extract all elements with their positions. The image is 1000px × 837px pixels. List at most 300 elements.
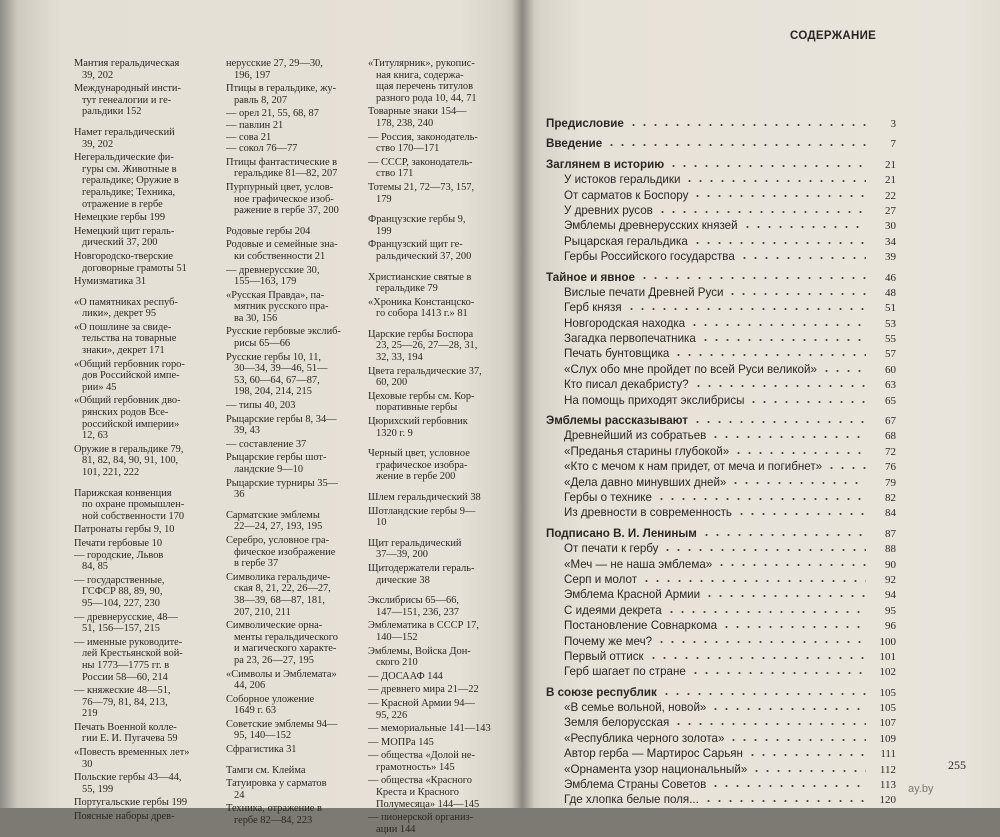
index-entry-line: Мантия геральдическая bbox=[74, 58, 180, 69]
index-entry bbox=[74, 575, 222, 610]
toc-leader-dots bbox=[727, 288, 866, 298]
index-column-1 bbox=[74, 58, 222, 825]
index-entry-line: дический 37, 200 bbox=[82, 237, 158, 249]
index-entry-line: рии» 45 bbox=[82, 381, 117, 393]
index-entry-line: 95—104, 227, 230 bbox=[82, 597, 160, 609]
toc-entry bbox=[546, 526, 896, 541]
toc-entry bbox=[546, 700, 896, 715]
toc-leader-dots bbox=[704, 590, 866, 600]
index-entry-line: — государственные, bbox=[74, 574, 165, 586]
toc-entry-title: Герб князя bbox=[564, 301, 622, 315]
toc-leader-dots bbox=[710, 780, 866, 790]
index-entry-line: Поясные наборы древ- bbox=[74, 811, 175, 823]
index-entry bbox=[74, 797, 222, 809]
toc-leader-dots bbox=[742, 221, 866, 231]
index-entry-line: 81, 82, 84, 90, 91, 100, bbox=[82, 455, 179, 467]
index-entry bbox=[226, 239, 374, 262]
toc-leader-dots bbox=[656, 636, 866, 646]
toc-entry-page: 76 bbox=[885, 461, 896, 474]
index-entry-line: — составление 37 bbox=[226, 438, 307, 450]
index-entry-line: Черный цвет, условное bbox=[368, 448, 470, 460]
index-entry bbox=[74, 359, 222, 394]
toc-entry-title: «Меч — не наша эмблема» bbox=[564, 557, 713, 571]
index-entry-line: ландские 9—10 bbox=[234, 464, 304, 475]
toc-leader-dots bbox=[692, 190, 866, 200]
index-entry-line: ная книга, содержа- bbox=[376, 69, 464, 81]
toc-entry bbox=[546, 172, 896, 187]
toc-leader-dots bbox=[716, 559, 866, 569]
index-entry bbox=[74, 58, 222, 81]
index-entry-line: — сокол 76—77 bbox=[226, 143, 298, 155]
index-entry-line: ра 23, 26—27, 195 bbox=[234, 654, 314, 666]
toc-entry-title: У истоков геральдики bbox=[564, 173, 681, 187]
index-entry-line: Новгородско-тверские bbox=[74, 250, 173, 262]
index-entry bbox=[368, 239, 508, 262]
toc-entry-title: Эмблемы древнерусских князей bbox=[564, 219, 738, 233]
index-entry-line: ное графическое изоб- bbox=[234, 193, 334, 205]
toc-entry-page: 109 bbox=[879, 732, 896, 745]
index-entry bbox=[368, 750, 508, 773]
index-entry-line: Русские гербы 10, 11, bbox=[226, 351, 322, 363]
index-entry-line: 219 bbox=[82, 708, 98, 720]
toc-leader-dots bbox=[703, 795, 866, 805]
toc-entry bbox=[546, 249, 896, 264]
index-entry-line: щая перечень титулов bbox=[376, 81, 473, 93]
index-entry bbox=[74, 276, 222, 288]
toc-entry-title: Кто писал декабристу? bbox=[564, 378, 689, 392]
toc-entry bbox=[546, 157, 896, 172]
index-entry-line: ство 171 bbox=[376, 168, 414, 180]
index-entry-line: — общества «Красного bbox=[368, 775, 472, 787]
index-entry bbox=[226, 352, 374, 398]
index-entry bbox=[74, 83, 222, 118]
toc-entry-page: 72 bbox=[885, 445, 896, 458]
toc-entry bbox=[546, 634, 896, 649]
index-entry-line: — ДОСААФ 144 bbox=[368, 670, 443, 682]
index-entry-line: ского 210 bbox=[376, 657, 418, 669]
index-entry bbox=[226, 535, 374, 570]
toc-leader-dots bbox=[826, 462, 866, 472]
index-entry-line: Христианские святые в bbox=[368, 271, 472, 283]
toc-entry bbox=[546, 505, 896, 520]
toc-entry-page: 55 bbox=[885, 333, 896, 346]
index-entry-line: нерусские 27, 29—30, bbox=[226, 58, 323, 69]
index-entry bbox=[74, 685, 222, 720]
index-entry-line: ГСФСР 88, 89, 90, bbox=[82, 586, 163, 598]
index-entry-line: 44, 206 bbox=[234, 680, 266, 692]
index-entry-line: тельства на товарные bbox=[82, 333, 177, 345]
index-entry bbox=[226, 400, 374, 412]
toc-entry-page: 27 bbox=[885, 204, 896, 217]
index-entry bbox=[74, 747, 222, 770]
toc-entry-page: 79 bbox=[885, 476, 896, 489]
index-entry bbox=[74, 524, 222, 536]
index-entry-line: «Хроника Констанцско- bbox=[368, 296, 475, 308]
toc-leader-dots bbox=[710, 431, 866, 441]
toc-entry bbox=[546, 490, 896, 505]
toc-leader-dots bbox=[736, 508, 866, 518]
index-entry bbox=[74, 538, 222, 573]
toc-entry-page: 120 bbox=[879, 794, 896, 807]
index-entry-line: Тамги см. Клейма bbox=[226, 764, 306, 776]
index-entry bbox=[226, 326, 374, 349]
toc-entry-page: 88 bbox=[885, 543, 896, 556]
index-entry bbox=[368, 538, 508, 561]
toc-leader-dots bbox=[684, 175, 866, 185]
index-entry-line: Серебро, условное гра- bbox=[226, 534, 330, 546]
toc-entry bbox=[546, 428, 896, 443]
index-entry-line: лики», декрет 95 bbox=[82, 308, 157, 320]
index-entry-line: 36 bbox=[234, 489, 245, 501]
toc-entry-title: Предисловие bbox=[546, 117, 624, 130]
index-entry bbox=[226, 157, 374, 180]
index-entry bbox=[368, 391, 508, 414]
index-entry-line: гербе 82—84, 223 bbox=[234, 815, 313, 827]
index-entry-line: Международный инсти- bbox=[74, 83, 181, 95]
toc-entry bbox=[546, 649, 896, 664]
index-entry-line: Польские гербы 43—44, bbox=[74, 772, 182, 784]
toc-entry-title: Тайное и явное bbox=[546, 270, 635, 284]
index-entry-line: Негеральдические фи- bbox=[74, 152, 174, 164]
index-entry bbox=[74, 212, 222, 224]
toc-entry-page: 51 bbox=[885, 302, 896, 315]
index-entry-line: Рыцарские турниры 35— bbox=[226, 477, 339, 489]
index-entry-line: ражение в гербе 37, 200 bbox=[234, 205, 339, 217]
toc-entry-page: 48 bbox=[885, 286, 896, 299]
index-entry-line: тут генеалогии и ге- bbox=[82, 94, 172, 106]
toc-entry-title: Эмблема Страны Советов bbox=[564, 778, 707, 792]
toc-entry bbox=[546, 203, 896, 218]
index-entry-line: Татуировка у сарматов bbox=[226, 778, 327, 790]
index-entry bbox=[368, 620, 508, 643]
toc-entry bbox=[546, 685, 896, 700]
index-entry-line: «О пошлине за свиде- bbox=[74, 321, 172, 333]
toc-entry-title: Рыцарская геральдика bbox=[564, 234, 688, 248]
index-entry bbox=[226, 108, 374, 154]
toc-entry bbox=[546, 746, 896, 761]
toc-entry-title: Автор герба — Мартирос Сарьян bbox=[564, 747, 743, 761]
toc-leader-dots bbox=[639, 272, 866, 282]
index-entry-line: 179 bbox=[376, 193, 392, 205]
toc-entry bbox=[546, 377, 896, 392]
toc-leader-dots bbox=[730, 477, 866, 487]
toc-entry-page: 65 bbox=[885, 394, 896, 407]
toc-entry bbox=[546, 218, 896, 233]
index-entry bbox=[368, 506, 508, 529]
toc-entry-title: «В семье вольной, новой» bbox=[564, 701, 707, 715]
toc-entry-page: 90 bbox=[885, 558, 896, 571]
toc-entry-page: 113 bbox=[879, 779, 896, 792]
toc-entry-page: 57 bbox=[885, 348, 896, 361]
index-entry-line: 30 bbox=[82, 758, 93, 770]
index-entry bbox=[74, 722, 222, 745]
index-entry bbox=[226, 83, 374, 106]
index-entry bbox=[226, 58, 374, 81]
index-entry-line: Экслибрисы 65—66, bbox=[368, 595, 460, 607]
index-entry-line: геральдике 81—82, 207 bbox=[234, 168, 338, 180]
toc-entry-page: 100 bbox=[879, 635, 896, 648]
toc-entry-page: 21 bbox=[885, 158, 896, 171]
toc-entry-page: 63 bbox=[885, 379, 896, 392]
index-entry-line: лей Крестьянской вой- bbox=[82, 648, 183, 660]
index-entry-line: рисы 65—66 bbox=[234, 338, 291, 350]
toc-entry-title: Эмблемы рассказывают bbox=[546, 414, 688, 428]
index-entry bbox=[74, 152, 222, 210]
toc-leader-dots bbox=[739, 252, 866, 262]
toc-entry bbox=[546, 362, 896, 377]
toc-leader-dots bbox=[673, 349, 866, 359]
index-entry-line: — МОПРа 145 bbox=[368, 736, 434, 748]
watermark: ay.by bbox=[908, 783, 934, 795]
index-entry bbox=[368, 723, 508, 735]
index-entry-line: 140—152 bbox=[376, 631, 418, 643]
index-entry-line: «О памятниках респуб- bbox=[74, 296, 178, 308]
index-entry bbox=[226, 226, 374, 238]
index-entry-line: — древнерусские 30, bbox=[226, 264, 320, 276]
index-entry bbox=[74, 772, 222, 795]
toc-entry bbox=[546, 331, 896, 346]
toc-leader-dots bbox=[673, 718, 866, 728]
index-entry-line: рянских родов Все- bbox=[82, 407, 169, 419]
toc-entry-page: 112 bbox=[879, 763, 896, 776]
index-entry-line: грамотность» 145 bbox=[376, 761, 455, 773]
index-entry-line: — сова 21 bbox=[226, 131, 272, 143]
toc-entry bbox=[546, 541, 896, 556]
index-entry bbox=[368, 132, 508, 155]
index-entry-line: Родовые и семейные зна- bbox=[226, 239, 338, 251]
index-entry-line: — типы 40, 203 bbox=[226, 400, 296, 412]
index-entry-line: Оружие в геральдике 79, bbox=[74, 443, 184, 455]
index-entry-line: — мемориальные 141—143 bbox=[368, 723, 491, 735]
index-entry bbox=[226, 439, 374, 451]
index-entry-line: «Русская Правда», па- bbox=[226, 289, 325, 301]
toc-leader-dots bbox=[728, 734, 866, 744]
index-entry bbox=[226, 744, 374, 756]
index-entry-line: Нумизматика 31 bbox=[74, 276, 147, 288]
toc-entry-page: 34 bbox=[885, 235, 896, 248]
index-entry-line: 38—39, 68—87, 181, bbox=[234, 594, 325, 606]
index-entry bbox=[368, 737, 508, 749]
index-entry-line: 147—151, 236, 237 bbox=[376, 606, 460, 618]
index-entry-line: 95, 226 bbox=[376, 709, 408, 721]
index-entry-line: — павлин 21 bbox=[226, 119, 284, 131]
index-entry bbox=[368, 646, 508, 669]
toc-entry-title: Серп и молот bbox=[564, 572, 638, 586]
toc-entry-page: 68 bbox=[885, 430, 896, 443]
toc-leader-dots bbox=[747, 749, 866, 759]
index-column-3 bbox=[368, 58, 508, 837]
index-entry-line: Сарматские эмблемы bbox=[226, 509, 320, 521]
toc-entry-page: 22 bbox=[885, 189, 896, 202]
index-entry-line: — Красной Армии 94— bbox=[368, 697, 475, 709]
index-entry-line: Щит геральдический bbox=[368, 537, 462, 549]
toc-entry-title: Печать бунтовщика bbox=[564, 347, 670, 361]
toc-entry-title: «Республика черного золота» bbox=[564, 731, 725, 745]
index-entry-line: разного рода 10, 44, 71 bbox=[376, 92, 477, 104]
index-entry-line: Пурпурный цвет, услов- bbox=[226, 181, 334, 193]
toc-entry-page: 84 bbox=[885, 507, 896, 520]
toc-leader-dots bbox=[692, 236, 866, 246]
toc-leader-dots bbox=[751, 764, 866, 774]
index-entry-line: 84, 85 bbox=[82, 561, 108, 573]
index-entry bbox=[368, 272, 508, 295]
toc-entry-title: Эмблема Красной Армии bbox=[564, 588, 701, 602]
toc-entry-title: «Преданья старины глубокой» bbox=[564, 444, 730, 458]
index-entry-line: геральдике; Техника, bbox=[82, 186, 176, 198]
index-entry-line: Немецкие гербы 199 bbox=[74, 212, 166, 224]
index-entry-line: ральдики 152 bbox=[82, 106, 142, 118]
index-entry-line: договорные грамоты 51 bbox=[82, 262, 187, 274]
index-entry-line: 22—24, 27, 193, 195 bbox=[234, 521, 323, 533]
toc-entry bbox=[546, 664, 896, 679]
toc-entry-title: «Слух обо мне пройдет по всей Руси великой» bbox=[564, 362, 817, 376]
index-entry-line: России 58—60, 214 bbox=[82, 671, 168, 683]
toc-entry-title: Из древности в современность bbox=[564, 506, 732, 520]
index-entry bbox=[226, 265, 374, 288]
index-entry-line: равль 8, 207 bbox=[234, 94, 288, 106]
index-entry bbox=[368, 492, 508, 504]
index-entry-line: Шлем геральдический 38 bbox=[368, 492, 481, 503]
toc-entry bbox=[546, 188, 896, 203]
toc-entry bbox=[546, 777, 896, 792]
toc-entry-page: 21 bbox=[885, 174, 896, 187]
index-entry bbox=[226, 669, 374, 692]
toc-entry-title: Древнейший из собратьев bbox=[564, 429, 707, 443]
toc-leader-dots bbox=[748, 395, 866, 405]
toc-entry bbox=[546, 270, 896, 285]
toc-entry-title: «Кто с мечом к нам придет, от меча и погибнет» bbox=[564, 460, 823, 474]
index-entry bbox=[368, 416, 508, 439]
index-entry-line: 95, 140—152 bbox=[234, 730, 292, 742]
index-entry-line: 1649 г. 63 bbox=[234, 705, 277, 717]
index-entry-line: Тотемы 21, 72—73, 157, bbox=[368, 181, 475, 193]
index-entry bbox=[74, 322, 222, 357]
index-entry-line: «Символы и Эмблемата» bbox=[226, 668, 337, 680]
toc-leader-dots bbox=[690, 667, 866, 677]
index-entry-line: Рыцарские гербы 8, 34— bbox=[226, 413, 337, 425]
toc-entry-title: Введение bbox=[546, 137, 603, 151]
index-entry-line: Цюрихский гербовник bbox=[368, 416, 468, 428]
index-entry-line: — СССР, законодатель- bbox=[368, 156, 473, 168]
index-entry-line: Эмблематика в СССР 17, bbox=[368, 620, 479, 632]
toc-entry bbox=[546, 393, 896, 408]
index-entry-line: — древнего мира 21—22 bbox=[368, 684, 479, 696]
index-entry-line: гии Е. И. Пугачева 59 bbox=[82, 733, 178, 745]
index-entry-line: 23, 25—26, 27—28, 31, bbox=[376, 340, 478, 352]
index-entry-line: Цвета геральдические 37, bbox=[368, 365, 482, 377]
toc-leader-dots bbox=[661, 687, 866, 697]
toc-entry-title: От печати к гербу bbox=[564, 542, 659, 556]
index-entry-line: Печать Военной колле- bbox=[74, 721, 177, 733]
toc-entry-title: На помощь приходят экслибрисы bbox=[564, 393, 745, 407]
toc-entry bbox=[546, 762, 896, 777]
index-entry-line: Русские гербовые экслиб- bbox=[226, 326, 341, 338]
index-entry bbox=[74, 811, 222, 823]
toc-entry bbox=[546, 444, 896, 459]
toc-entry-title: Первый оттиск bbox=[564, 649, 644, 663]
index-entry-line: 30—34, 39—46, 51— bbox=[234, 363, 328, 375]
toc-entry-page: 39 bbox=[885, 251, 896, 264]
toc-leader-dots bbox=[700, 334, 866, 344]
toc-entry bbox=[546, 572, 896, 587]
toc-entry bbox=[546, 715, 896, 730]
index-entry-line: Родовые гербы 204 bbox=[226, 225, 311, 237]
toc-entry bbox=[546, 346, 896, 361]
index-entry-line: Щитодержатели гераль- bbox=[368, 562, 475, 574]
index-entry-line: 51, 156—157, 215 bbox=[82, 623, 160, 635]
index-entry bbox=[74, 226, 222, 249]
index-entry bbox=[368, 595, 508, 618]
index-entry-line: ская 8, 21, 22, 26—27, bbox=[234, 583, 331, 595]
toc-entry-title: Где хлопка белые поля... bbox=[564, 793, 699, 807]
toc-leader-dots bbox=[710, 703, 866, 713]
index-entry bbox=[74, 251, 222, 274]
toc-leader-dots bbox=[689, 318, 866, 328]
toc-entry-title: Герб шагает по стране bbox=[564, 665, 686, 679]
toc-entry-title: С идеями декрета bbox=[564, 603, 662, 617]
index-entry-line: поративные гербы bbox=[376, 402, 458, 414]
toc-entry-page: 101 bbox=[879, 650, 896, 663]
toc-entry-page: 96 bbox=[885, 620, 896, 633]
index-entry-line: Креста и Красного bbox=[376, 787, 459, 799]
toc-entry-page: 105 bbox=[879, 702, 896, 715]
toc-entry-page: 94 bbox=[885, 589, 896, 602]
toc-entry-page: 60 bbox=[885, 363, 896, 376]
index-entry bbox=[74, 395, 222, 441]
index-entry-line: «Повесть временных лет» bbox=[74, 747, 190, 759]
index-entry-line: ва 30, 156 bbox=[234, 312, 278, 324]
index-entry-line: Символические орна- bbox=[226, 620, 323, 632]
index-entry-line: Цеховые гербы см. Кор- bbox=[368, 390, 475, 402]
index-entry-line: менты геральдического bbox=[234, 631, 338, 643]
index-entry-line: 12, 63 bbox=[82, 430, 108, 442]
index-entry-line: «Титулярник», рукопис- bbox=[368, 58, 475, 69]
toc-leader-dots bbox=[662, 544, 866, 554]
toc-entry bbox=[546, 316, 896, 331]
index-entry bbox=[368, 698, 508, 721]
index-entry-line: Немецкий щит гераль- bbox=[74, 225, 175, 237]
toc-entry-title: Гербы Российского государства bbox=[564, 250, 735, 264]
index-entry-line: — именные руководите- bbox=[74, 636, 183, 648]
index-entry-line: 39, 202 bbox=[82, 138, 114, 150]
index-entry-line: 24 bbox=[234, 789, 245, 801]
index-entry bbox=[74, 127, 222, 150]
index-entry-line: Символика геральдиче- bbox=[226, 571, 331, 583]
index-entry-line: Патронаты гербы 9, 10 bbox=[74, 524, 175, 536]
index-entry-line: 178, 238, 240 bbox=[376, 117, 434, 129]
index-entry bbox=[226, 182, 374, 217]
toc-entry-page: 30 bbox=[885, 220, 896, 233]
index-entry bbox=[368, 812, 508, 835]
toc-entry-page: 95 bbox=[885, 604, 896, 617]
index-entry bbox=[368, 157, 508, 180]
toc-entry-page: 46 bbox=[885, 271, 896, 284]
index-entry-line: 76—79, 81, 84, 213, bbox=[82, 696, 168, 708]
toc-title: СОДЕРЖАНИЕ bbox=[790, 30, 877, 42]
index-entry bbox=[226, 765, 374, 777]
index-entry-line: жение в гербе 200 bbox=[376, 471, 456, 483]
index-entry bbox=[226, 452, 374, 475]
toc-entry bbox=[546, 300, 896, 315]
index-entry-line: по охране промышлен- bbox=[82, 499, 185, 511]
index-entry-line: 39, 43 bbox=[234, 425, 260, 437]
index-entry-line: — пионерской организ- bbox=[368, 812, 474, 824]
toc-leader-dots bbox=[701, 528, 866, 538]
toc-entry bbox=[546, 603, 896, 618]
index-entry-line: 55, 199 bbox=[82, 783, 114, 795]
index-entry-line: мятник русского пра- bbox=[234, 301, 329, 313]
index-entry bbox=[368, 58, 508, 104]
